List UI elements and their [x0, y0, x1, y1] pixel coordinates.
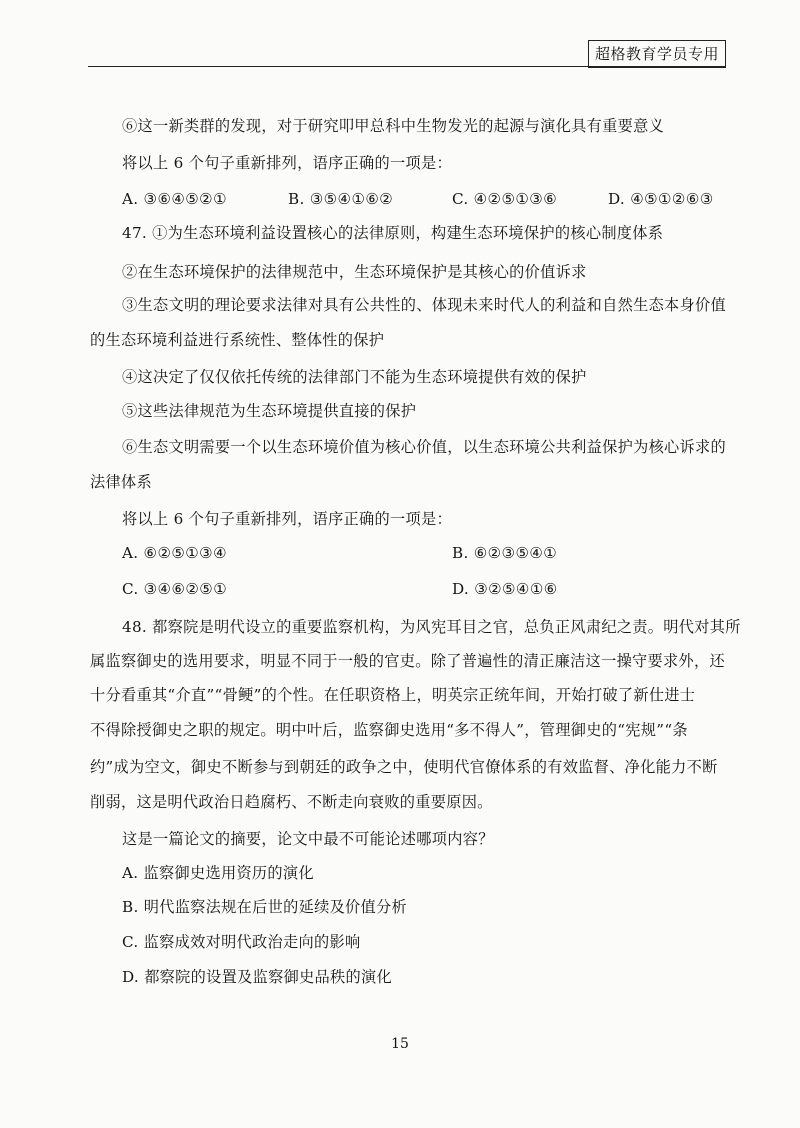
q46-option-d: D. ④⑤①②⑥③	[608, 190, 714, 208]
q47-sentence-6: ⑥生态文明需要一个以生态环境价值为核心价值，以生态环境公共利益保护为核心诉求的	[122, 438, 727, 456]
q47-option-a: A. ⑥②⑤①③④	[122, 544, 228, 562]
q46-prompt: 将以上 6 个句子重新排列，语序正确的一项是：	[122, 154, 452, 172]
q48-prompt: 这是一篇论文的摘要，论文中最不可能论述哪项内容？	[122, 830, 494, 848]
q48-passage-line-2: 属监察御史的选用要求，明显不同于一般的官吏。除了普遍性的清正廉洁这一操守要求外，还	[90, 652, 725, 670]
q48-option-c: C. 监察成效对明代政治走向的影响	[122, 933, 361, 951]
q47-sentence-4: ④这决定了仅仅依托传统的法律部门不能为生态环境提供有效的保护	[122, 368, 587, 386]
q47-option-b: B. ⑥②③⑤④①	[452, 544, 558, 562]
q47-option-c: C. ③④⑥②⑤①	[122, 580, 228, 598]
q46-sentence-6: ⑥这一新类群的发现，对于研究叩甲总科中生物发光的起源与演化具有重要意义	[122, 117, 665, 135]
q48-passage-line-3: 十分看重其“介直”“骨鲠”的个性。在任职资格上，明英宗正统年间，开始打破了新仕进士	[90, 686, 696, 704]
q46-option-b: B. ③⑤④①⑥②	[288, 190, 394, 208]
q48-passage-line-5: 约”成为空文，御史不断参与到朝廷的政争之中，使明代官僚体系的有效监督、净化能力不断	[90, 758, 718, 776]
q48-passage-line-6: 削弱，这是明代政治日趋腐朽、不断走向衰败的重要原因。	[90, 793, 493, 811]
q48-option-a: A. 监察御史选用资历的演化	[122, 864, 314, 882]
header-rule	[88, 66, 725, 67]
q47-sentence-6-cont: 法律体系	[90, 473, 152, 491]
q48-passage-line-1: 48. 都察院是明代设立的重要监察机构，为风宪耳目之官，总负正风肃纪之责。明代对其所	[122, 618, 741, 636]
q47-sentence-3-cont: 的生态环境利益进行系统性、整体性的保护	[90, 331, 385, 349]
q48-option-b: B. 明代监察法规在后世的延续及价值分析	[122, 898, 408, 916]
q48-option-d: D. 都察院的设置及监察御史品秩的演化	[122, 968, 392, 986]
q47-option-d: D. ③②⑤④①⑥	[452, 580, 558, 598]
q47-prompt: 将以上 6 个句子重新排列，语序正确的一项是：	[122, 510, 452, 528]
q47-sentence-5: ⑤这些法律规范为生态环境提供直接的保护	[122, 402, 417, 420]
q47-sentence-1: 47. ①为生态环境利益设置核心的法律原则，构建生态环境保护的核心制度体系	[122, 224, 664, 242]
q47-sentence-3: ③生态文明的理论要求法律对具有公共性的、体现未来时代人的利益和自然生态本身价值	[122, 296, 727, 314]
q46-option-c: C. ④②⑤①③⑥	[452, 190, 558, 208]
q48-passage-line-4: 不得除授御史之职的规定。明中叶后，监察御史选用“多不得人”，管理御史的“宪规”“条	[90, 721, 688, 739]
q47-sentence-2: ②在生态环境保护的法律规范中，生态环境保护是其核心的价值诉求	[122, 263, 587, 281]
q46-option-a: A. ③⑥④⑤②①	[122, 190, 228, 208]
header-badge: 超格教育学员专用	[588, 40, 726, 68]
page-number: 15	[391, 1036, 409, 1052]
